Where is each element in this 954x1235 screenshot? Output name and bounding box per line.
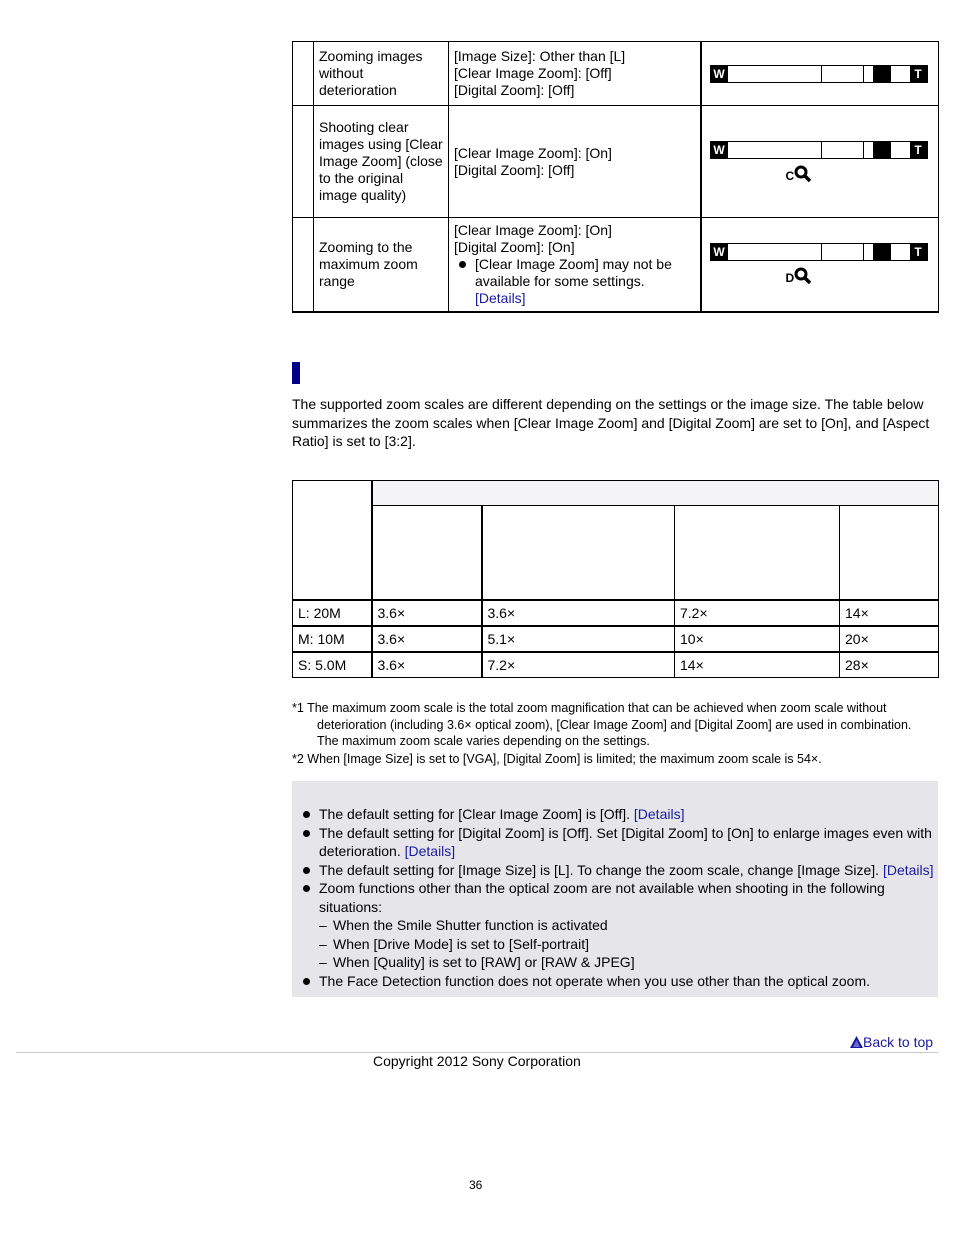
zoom-description: Shooting clear images using [Clear Image Zoom] (close to the original image quality): [314, 106, 449, 218]
table-row: [293, 626, 939, 652]
header-cell: [372, 506, 482, 600]
bullet-icon: [303, 978, 310, 985]
image-size-cell: L: 20M: [293, 600, 372, 626]
zoom-bar-icon: W T: [710, 65, 928, 83]
notes-list: [292, 805, 938, 990]
table-header-row: [293, 481, 939, 506]
page-number: 36: [469, 1178, 483, 1192]
bullet-icon: [459, 261, 466, 268]
table-cell: 3.6×: [482, 600, 675, 626]
image-size-cell: S: 5.0M: [293, 652, 372, 678]
back-to-top-link[interactable]: Back to top: [850, 1034, 933, 1050]
header-cell: [840, 506, 939, 600]
row-marker-cell: [293, 106, 314, 218]
table-row: [293, 600, 939, 626]
details-link[interactable]: [Details]: [404, 843, 456, 859]
table-cell: 5.1×: [482, 626, 675, 652]
header-cell: [675, 506, 840, 600]
zoom-description: Zooming to the maximum zoom range: [314, 218, 449, 312]
table-cell: 14×: [675, 652, 840, 678]
table-row: [293, 652, 939, 678]
table-cell: 10×: [675, 626, 840, 652]
zoom-indicator-cell: [701, 218, 939, 312]
row-marker-cell: [293, 42, 314, 106]
image-size-cell: M: 10M: [293, 626, 372, 652]
zoom-settings: [Image Size]: Other than [L] [Clear Image Zoom]: [Off] [Digital Zoom]: [Off]: [449, 42, 701, 106]
zoom-description: Zooming images without deterioration: [314, 42, 449, 106]
table-row: [293, 218, 939, 312]
list-item: The default setting for [Image Size] is [L]. To change the zoom scale, change [Image Size]. [Details]: [292, 861, 938, 880]
table-cell: 7.2×: [482, 652, 675, 678]
details-link[interactable]: [Details]: [882, 861, 934, 878]
footnote-2: *2 When [Image Size] is set to [VGA], [Digital Zoom] is limited; the maximum zoom scale is 54×.: [292, 752, 822, 766]
zoom-bar-icon: W T: [710, 243, 928, 261]
list-item: [Clear Image Zoom] may not be available for some settings. [Details]: [454, 256, 695, 307]
header-cell: [293, 481, 372, 600]
zoom-bar-icon: W T: [710, 141, 928, 159]
table-row: [293, 106, 939, 218]
table-row: [293, 42, 939, 106]
zoom-scale-table: [292, 480, 939, 678]
details-link[interactable]: [Details]: [475, 289, 526, 306]
table-header-row: [293, 506, 939, 600]
sub-item: – When the Smile Shutter function is activated: [319, 917, 608, 933]
copyright-text: Copyright 2012 Sony Corporation: [373, 1053, 581, 1069]
notes-box: [292, 781, 938, 997]
table-cell: 20×: [840, 626, 939, 652]
zoom-indicator-cell: [701, 106, 939, 218]
bullet-icon: [303, 811, 310, 818]
table-cell: 3.6×: [372, 626, 482, 652]
table-cell: 14×: [840, 600, 939, 626]
table-cell: 3.6×: [372, 600, 482, 626]
bullet-icon: [303, 885, 310, 892]
clear-zoom-icon: C: [786, 165, 939, 183]
list-item: The Face Detection function does not operate when you use other than the optical zoom.: [292, 972, 938, 991]
table-cell: 7.2×: [675, 600, 840, 626]
details-link[interactable]: [Details]: [633, 806, 685, 822]
header-cell: [372, 481, 939, 506]
table-cell: 3.6×: [372, 652, 482, 678]
digital-zoom-icon: D: [786, 267, 939, 285]
table-cell: 28×: [840, 652, 939, 678]
intro-paragraph: The supported zoom scales are different depending on the settings or the image size. The table below summarizes the zoom scales when [Clear Image Zoom] and [Digital Zoom] are set to [On], and [Aspect Ratio] is set to [3:2].: [292, 396, 930, 449]
zoom-indicator-cell: [701, 42, 939, 106]
bullet-icon: [303, 867, 310, 874]
list-item: The default setting for [Clear Image Zoom] is [Off]. [Details]: [292, 805, 938, 824]
row-marker-cell: [293, 218, 314, 312]
up-arrow-icon: [850, 1036, 863, 1048]
magnifier-icon: [794, 267, 814, 285]
sub-item: – When [Quality] is set to [RAW] or [RAW & JPEG]: [319, 954, 635, 970]
header-cell: [482, 506, 675, 600]
zoom-settings: [Clear Image Zoom]: [On] [Digital Zoom]: [Off]: [449, 106, 701, 218]
list-item: The default setting for [Digital Zoom] is [Off]. Set [Digital Zoom] to [On] to enlarge images even with deterioration. [Details]: [292, 824, 938, 861]
footnote-1: *1 The maximum zoom scale is the total zoom magnification that can be achieved when zoom scale without deterioration (including 3.6× optical zoom), [Clear Image Zoom] and [Digital Zoom] are used in combination. The maximum zoom scale varies depending on the settings.: [292, 701, 912, 748]
list-item: Zoom functions other than the optical zoom are not available when shooting in the following situations: – When the Smile Shutter function is activated – When [Drive Mode] is set to [Self-portrait] – When [Quality] is set to [RAW] or [RAW & JPEG]: [292, 879, 938, 972]
magnifier-icon: [794, 165, 814, 183]
bullet-icon: [303, 830, 310, 837]
zoom-settings: [Clear Image Zoom]: [On] [Digital Zoom]: [On] [Clear Image Zoom] may not be available for some settings. [Details]: [449, 218, 701, 312]
zoom-method-table: [292, 41, 939, 313]
sub-item: – When [Drive Mode] is set to [Self-portrait]: [319, 935, 589, 952]
section-heading-bar: [292, 362, 300, 384]
